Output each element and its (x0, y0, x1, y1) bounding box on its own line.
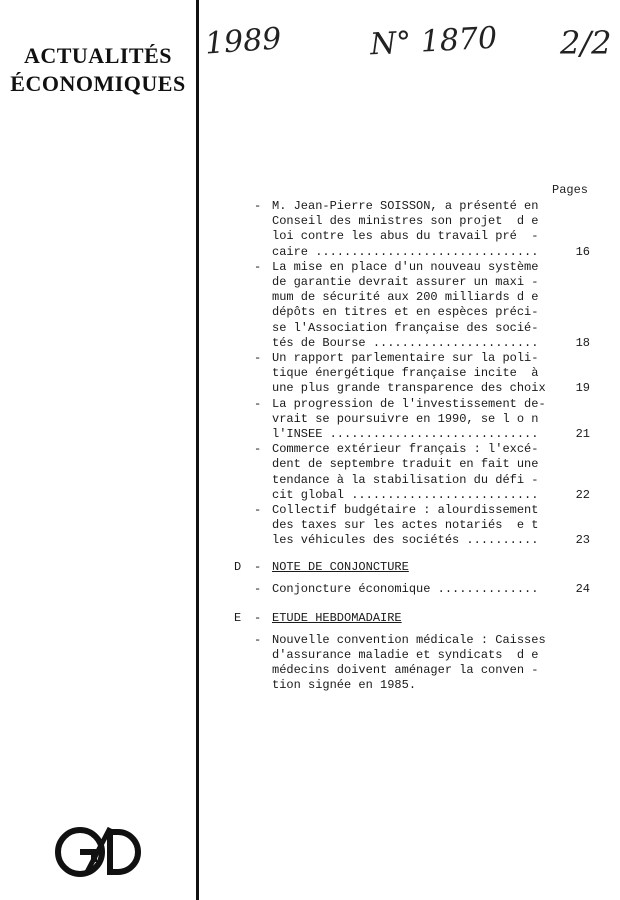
entry-line: se l'Association française des socié- (272, 320, 539, 335)
entry-line: Conjoncture économique .............. (272, 581, 539, 596)
entry-page-number: 16 (575, 244, 590, 259)
entry-line: Collectif budgétaire : alourdissement (272, 503, 539, 517)
entry-text (272, 582, 544, 597)
entry-line: M. Jean-Pierre SOISSON, a présenté en (272, 199, 539, 213)
entry-text (272, 633, 544, 694)
masthead-line-1: ACTUALITÉS (23, 43, 173, 68)
entry-line: d'assurance maladie et syndicats d e (272, 648, 539, 662)
entry-dash: - (254, 351, 262, 365)
entry-dash: - (254, 632, 262, 647)
entry-line: dent de septembre traduit en fait une (272, 457, 539, 472)
entry-line: mum de sécurité aux 200 milliards d e (272, 290, 539, 305)
entry-line: loi contre les abus du travail pré - (272, 229, 539, 244)
handwritten-page-fraction: 2/2 (560, 24, 612, 62)
masthead-line-2: ÉCONOMIQUES (10, 71, 186, 96)
entry-page-number: 24 (575, 581, 590, 596)
entry-page-number: 22 (575, 487, 590, 502)
entry-line: caire ............................... (272, 244, 539, 259)
entry-line: tique énergétique française incite à (272, 366, 539, 381)
masthead (0, 42, 196, 98)
entry-dash: - (254, 503, 262, 517)
entry-text (272, 260, 544, 351)
entry-line: vrait se poursuivre en 1990, se l o n (272, 411, 539, 426)
entry-page-number: 18 (575, 335, 590, 350)
entry-line: une plus grande transparence des choix (272, 381, 546, 396)
entry-text (272, 442, 544, 503)
entry-line: Un rapport parlementaire sur la poli- (272, 351, 539, 365)
entry-line: Commerce extérieur français : l'excé- (272, 442, 539, 457)
section-letter: D (234, 559, 242, 574)
entry-page-number: 23 (575, 533, 590, 548)
entry-line: La mise en place d'un nouveau système (272, 259, 539, 274)
handwritten-year: 1989 (203, 21, 283, 62)
entry-text (272, 503, 544, 549)
handwritten-issue-number: N° 1870 (369, 20, 498, 63)
entry-dash: - (254, 396, 262, 411)
entry-line: tendance à la stabilisation du défi - (272, 472, 539, 487)
entry-line: les véhicules des sociétés .......... (272, 533, 539, 548)
entry-line: dépôts en titres et en espèces préci- (272, 305, 539, 320)
vertical-rule (196, 0, 199, 900)
entry-dash: - (254, 259, 262, 274)
entry-line: tion signée en 1985. (272, 678, 417, 693)
entry-text (272, 351, 544, 397)
entry-line: Conseil des ministres son projet d e (272, 214, 539, 229)
entry-line: La progression de l'investissement de- (272, 396, 546, 411)
entry-page-number: 19 (575, 381, 590, 396)
entry-dash: - (254, 199, 262, 213)
section-dash: - (254, 610, 262, 625)
entry-line: Nouvelle convention médicale : Caisses (272, 632, 546, 647)
entry-page-number: 21 (575, 426, 590, 441)
section-dash: - (254, 559, 262, 574)
entry-line: médecins doivent aménager la conven - (272, 663, 539, 678)
pages-column-label: Pages (552, 183, 589, 197)
entry-line: de garantie devrait assurer un maxi - (272, 275, 539, 289)
section-title: NOTE DE CONJONCTURE (272, 559, 409, 574)
section-title: ETUDE HEBDOMADAIRE (272, 610, 402, 625)
entry-dash: - (254, 442, 262, 457)
entry-dash: - (254, 581, 262, 596)
entry-text (272, 397, 544, 443)
entry-line: l'INSEE ............................. (272, 427, 539, 441)
section-letter: E (234, 610, 242, 625)
entry-line: cit global .......................... (272, 487, 539, 502)
entry-line: tés de Bourse ....................... (272, 335, 539, 350)
gd-logo (50, 820, 150, 880)
entry-line: des taxes sur les actes notariés e t (272, 518, 539, 533)
entry-text (272, 199, 544, 260)
